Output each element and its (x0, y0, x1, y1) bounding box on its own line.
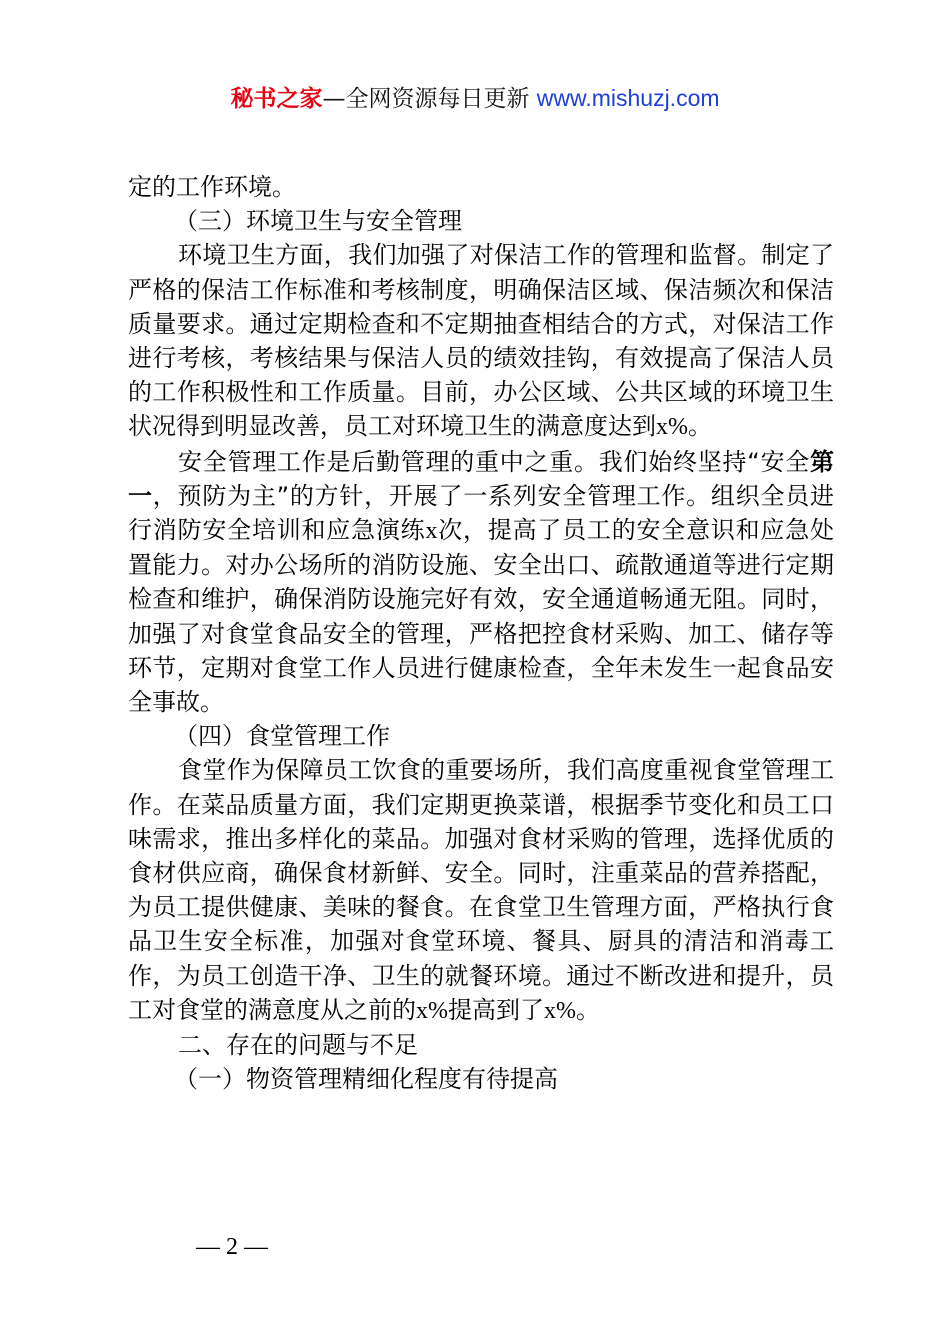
paragraph-continuation: 定的工作环境。 (128, 173, 296, 201)
drill-count-value: x (425, 518, 438, 545)
paragraph-canteen-management (128, 753, 834, 1028)
paragraph-text: 食堂作为保障员工饮食的重要场所，我们高度重视食堂管理工作。在菜品质量方面，我们定期更换菜谱，根据季节变化和员工口味需求，推出多样化的菜品。加强对食材采购的管理，选择优质的食材供应商，确保食材新鲜、安全。同时，注重菜品的营养搭配，为员工提供健康、美味的餐食。在食堂卫生管理方面，严格执行食品卫生安全标准，加强对食堂环境、餐具、厨具的清洁和消毒工作，为员工创造干净、卫生的就餐环境。通过不断改进和提升，员工对食堂的满意度从之前的 (128, 756, 834, 1024)
watermark-url-link[interactable]: www.mishuzj.com (536, 85, 720, 111)
paragraph-text: 次，提高了员工的安全意识和应急处置能力。对办公场所的消防设施、安全出口、疏散通道等进行定期检查和维护，确保消防设施完好有效，安全通道畅通无阻。同时，加强了对食堂食品安全的管理，严格把控食材采购、加工、储存等环节，定期对食堂工作人员进行健康检查，全年未发生一起食品安全事故。 (128, 516, 835, 717)
watermark-brand: 秘书之家 (230, 86, 323, 112)
document-body (128, 170, 834, 1096)
section-heading-canteen: （四）食堂管理工作 (174, 722, 390, 751)
paragraph-environment-hygiene (128, 238, 834, 444)
subsection-heading-materials: （一）物资管理精细化程度有待提高 (174, 1065, 558, 1094)
paragraph-safety-management (128, 445, 834, 720)
site-watermark-header (0, 78, 950, 118)
paragraph-text: 提高到了 (448, 995, 544, 1024)
previous-satisfaction-value: x% (416, 997, 448, 1024)
paragraph-text: ，预防为主”的方针，开展了一系列安全管理工作。组织全员进行消防安全培训和应急演练 (128, 481, 835, 545)
watermark-tagline: —全网资源每日更新 (322, 86, 530, 112)
current-satisfaction-value: x%。 (544, 997, 600, 1024)
emphasized-text: 第一 (128, 447, 834, 510)
section-heading-environment-safety: （三）环境卫生与安全管理 (174, 207, 462, 236)
satisfaction-value: x%。 (656, 414, 712, 441)
paragraph-text: 环境卫生方面，我们加强了对保洁工作的管理和监督。制定了严格的保洁工作标准和考核制度，明确保洁区域、保洁频次和保洁质量要求。通过定期检查和不定期抽查相结合的方式，对保洁工作进行考核，考核结果与保洁人员的绩效挂钩，有效提高了保洁人员的工作积极性和工作质量。目前，办公区域、公共区域的环境卫生状况得到明显改善，员工对环境卫生的满意度达到 (128, 241, 834, 441)
paragraph-text: 安全管理工作是后勤管理的重中之重。我们始终坚持“安全 (178, 447, 810, 476)
section-heading-problems: 二、存在的问题与不足 (178, 1031, 418, 1060)
page-number: — 2 — (196, 1234, 268, 1260)
